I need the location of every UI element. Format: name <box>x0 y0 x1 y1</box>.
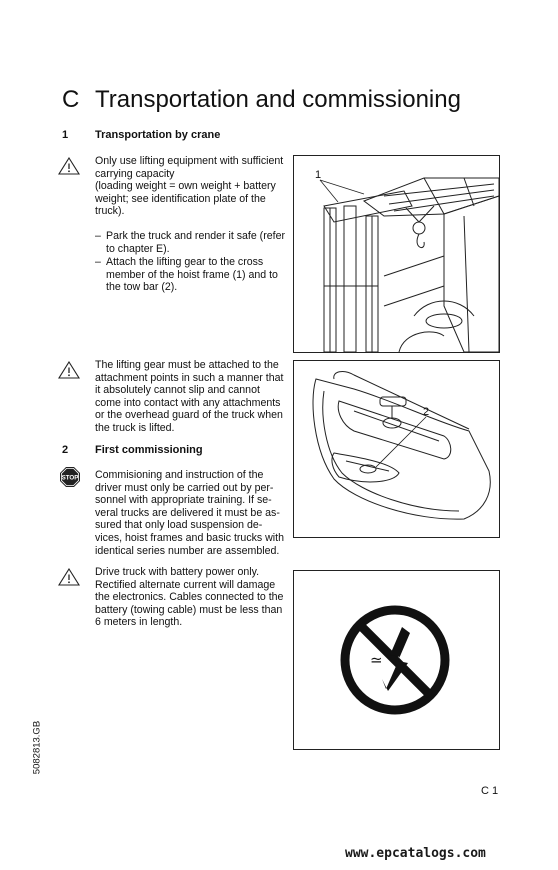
section-2-title: First commissioning <box>95 444 203 456</box>
text-line: The lifting gear must be attached to the <box>95 359 279 371</box>
watermark-url: www.epcatalogs.com <box>345 846 486 861</box>
section-1-note-text <box>95 359 286 435</box>
text-line: or the overhead guard of the truck when <box>95 409 283 422</box>
text-line: – Park the truck and render it safe (refer <box>106 229 285 242</box>
text-line: truck). <box>95 205 125 218</box>
text-line: 6 meters in length. <box>95 616 183 629</box>
step-item <box>95 230 286 255</box>
text-line: weight; see identification plate of the <box>95 192 266 205</box>
warning-triangle-icon <box>58 157 80 175</box>
text-line: battery (towing cable) must be less than <box>95 603 283 616</box>
figure-tow-bar <box>293 360 500 538</box>
stop-sign-icon <box>59 466 81 488</box>
section-2-battery-text <box>95 566 286 629</box>
text-line: member of the hoist frame (1) and to <box>106 268 278 281</box>
text-line: Only use lifting equipment with sufficient <box>95 155 284 167</box>
text-line: carrying capacity <box>95 167 175 180</box>
counterweight-tow-bar-illustration <box>294 361 499 537</box>
text-line: the truck is lifted. <box>95 421 175 434</box>
text-line: identical series number are assembled. <box>95 544 280 557</box>
step-item <box>95 256 286 294</box>
truck-hoist-frame-illustration <box>294 156 499 352</box>
section-1-title: Transportation by crane <box>95 129 221 141</box>
text-line: sured that only load suspension de- <box>95 519 263 532</box>
figure-2-label: 2 <box>423 406 430 418</box>
text-line: vices, hoist frames and basic trucks with <box>95 531 284 544</box>
text-line: driver must only be carried out by per- <box>95 481 274 494</box>
alternating-current-symbol: ≃ <box>370 651 383 669</box>
text-line: Drive truck with battery power only. <box>95 566 260 578</box>
figure-no-alternating-current <box>293 570 500 750</box>
text-line: it absolutely cannot slip and cannot <box>95 384 260 397</box>
text-line: (loading weight = own weight + battery <box>95 180 276 193</box>
text-line: – Attach the lifting gear to the cross <box>106 256 264 269</box>
section-2-number: 2 <box>62 444 69 456</box>
chapter-title: Transportation and commissioning <box>95 86 461 113</box>
text-line: to chapter E). <box>106 242 170 255</box>
text-line: the tow bar (2). <box>106 281 178 294</box>
text-line: Commisioning and instruction of the <box>95 469 264 481</box>
text-line: sonnel with appropriate training. If se- <box>95 494 272 507</box>
section-2-stop-text <box>95 469 286 557</box>
figure-hoist-frame <box>293 155 500 353</box>
document-code: 5082813.GB <box>31 720 43 775</box>
no-alternating-current-icon <box>294 571 499 749</box>
stop-label: STOP <box>61 474 79 482</box>
section-1-warning-text <box>95 155 286 294</box>
text-line: attachment points in such a manner that <box>95 371 284 384</box>
text-line: veral trucks are delivered it must be as- <box>95 506 280 519</box>
warning-triangle-icon <box>58 361 80 379</box>
text-line: Rectified alternate current will damage <box>95 578 276 591</box>
page-number: C 1 <box>481 785 499 797</box>
figure-1-label: 1 <box>315 169 322 181</box>
text-line: come into contact with any attachments <box>95 396 281 409</box>
chapter-letter: C <box>62 86 80 113</box>
warning-triangle-icon <box>58 568 80 586</box>
text-line: the electronics. Cables connected to the <box>95 591 284 604</box>
section-1-number: 1 <box>62 129 69 141</box>
